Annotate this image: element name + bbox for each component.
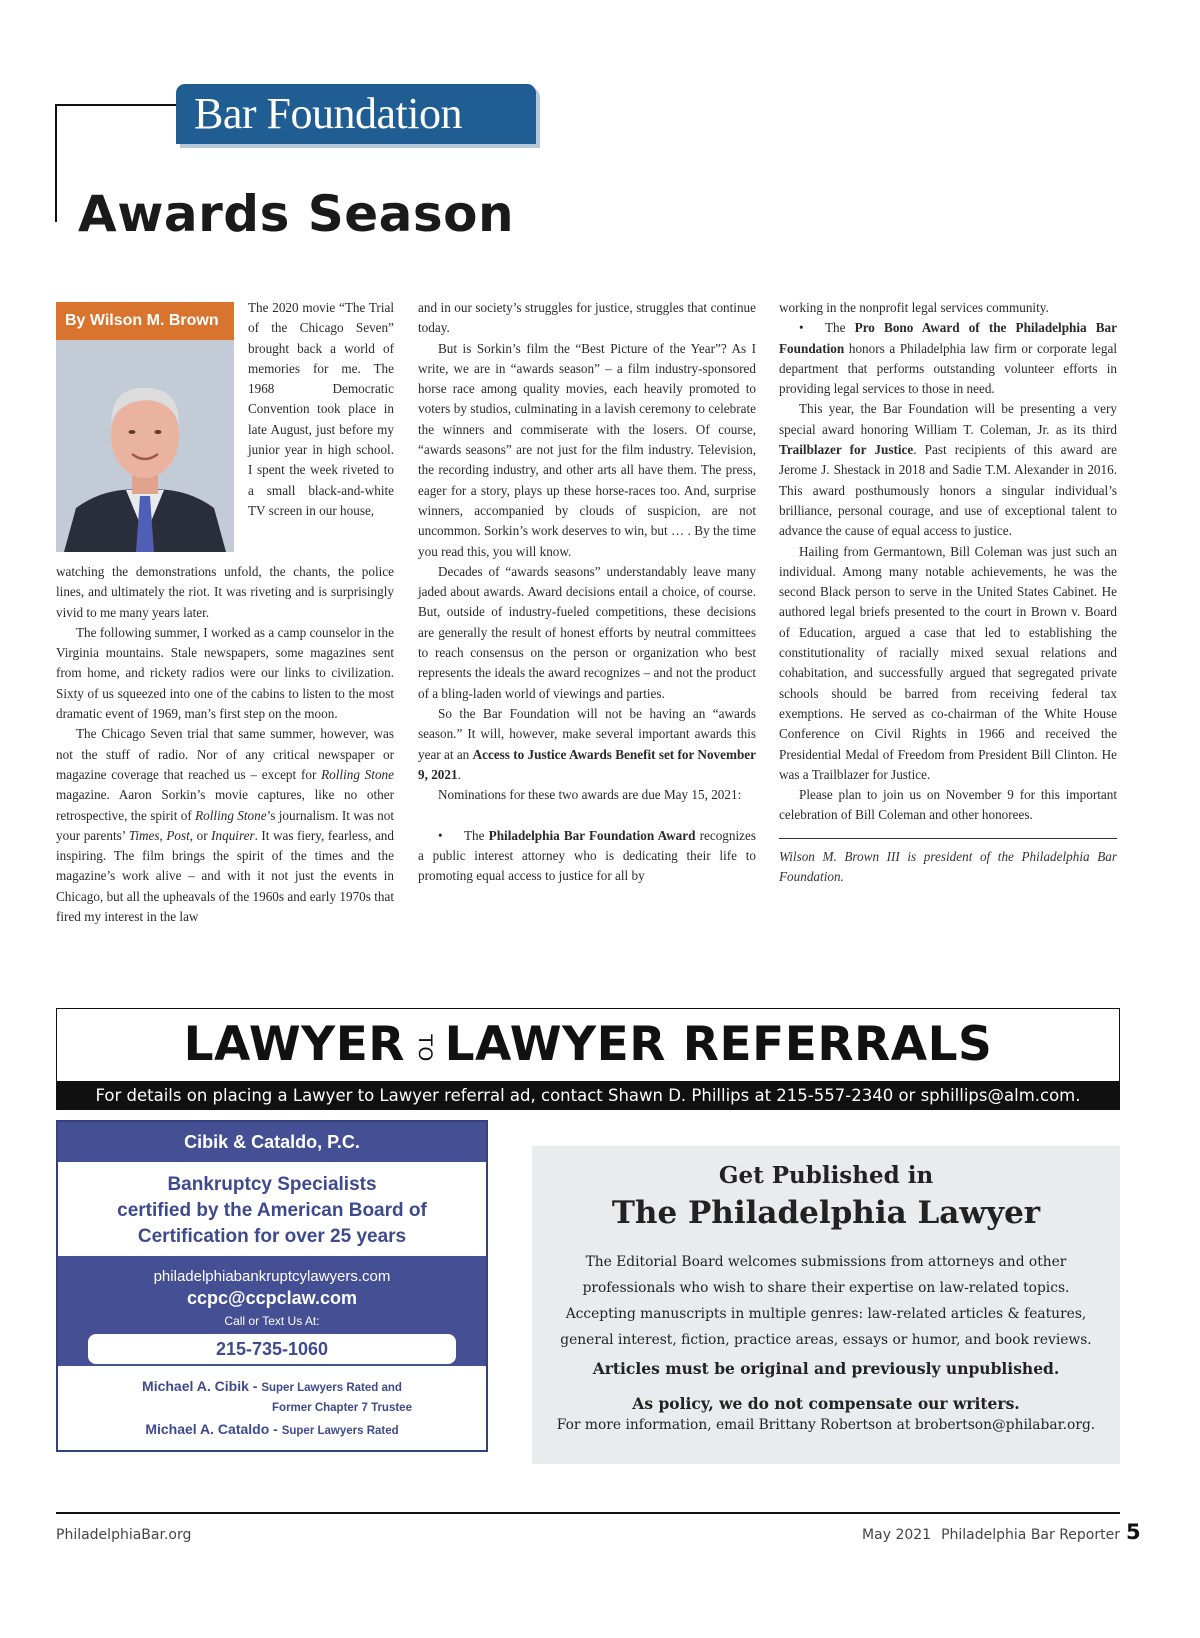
ad-title: The Philadelphia Lawyer (611, 1195, 1041, 1231)
footer-issue: May 2021 Philadelphia Bar Reporter (862, 1527, 1120, 1543)
paragraph: The following summer, I worked as a camp counselor in the Virginia mountains. Stale newspapers, some magazines sent from home, and rickety radios were our links to civilization. Sixty of us squeezed into one of the cabins to listen to the most dramatic event of 1969, man’s first step on the moon. (56, 624, 394, 722)
paragraph: working in the nonprofit legal services community. (779, 300, 1049, 315)
award-name: Pro Bono Award of the Philadelphia Bar Foundation (779, 320, 1117, 356)
referrals-title: LAWYER TO LAWYER REFERRALS (183, 1017, 993, 1072)
attorney-row: Michael A. Cibik - Super Lawyers Rated and (142, 1378, 402, 1394)
paragraph: This year, the Bar Foundation will be presenting a very special award honoring William T. Coleman, Jr. as its third Trailblazer for Justice. Past recipients of this award are Jerome J. Shestack in 2018 and Sadie T.M. Alexander in 2016. This award posthumously honors a singular individual’s brilliance, personal courage, and use of exceptional talent to advance the cause of equal access to justice. (779, 401, 1117, 539)
ad-more-info: For more information, email Brittany Robertson at brobertson@philabar.org. (556, 1417, 1096, 1433)
award-bullet: • The Pro Bono Award of the Philadelphia Bar Foundation honors a Philadelphia law firm or corporate legal department that performs outstanding volunteer efforts in providing legal services to those in need. (779, 320, 1117, 397)
corner-rule-vertical (55, 104, 57, 222)
paragraph: Nominations for these two awards are due May 15, 2021: (438, 787, 742, 803)
ad-firm-name: Cibik & Cataldo, P.C. (58, 1122, 486, 1162)
section-title: Bar Foundation (176, 84, 536, 144)
newspaper-title: Inquirer (211, 827, 255, 843)
newspaper-title: Times (128, 827, 160, 843)
magazine-title: Rolling Stone (321, 766, 394, 782)
ad-phone: 215-735-1060 (88, 1334, 456, 1364)
paragraph: Decades of “awards seasons” understandably leave many jaded about awards. Award decisions entail a choice, of course. But, outside of industry-fueled competitions, these decisions are generally the result of honest efforts by neutral committees to reach consensus on the person or organization who best represents the ideals the award recognizes – and not the product of a bling-laden world of viewings and parties. (418, 563, 756, 701)
author-bio: Wilson M. Brown III is president of the Philadelphia Bar Foundation. (779, 848, 1117, 885)
bio-divider (779, 838, 1117, 839)
bullet-icon: • (799, 320, 804, 336)
paragraph: But is Sorkin’s film the “Best Picture of the Year”? As I write, we are in “awards season” – a film industry-sponsored horse race among quality movies, each heavily promoted to voters by studios, culminating in a lavish ceremony to celebrate the winners and commiserate with the losers. Of course, “awards seasons” are not just for the film industry. Television, the recording industry, and other arts all have them. The press, eager for a story, plays up these horse-races too. And, surprise winners, accompanied by clouds of suspicion, are not uncommon. Sorkin’s work deserves to win, but … . By the time you read this, you will know. (418, 340, 756, 559)
award-name: Philadelphia Bar Foundation Award (488, 827, 696, 843)
paragraph: Hailing from Germantown, Bill Coleman was just such an individual. Among many notable achievements, he was the second Black person to serve in the United States Cabinet. He authored legal briefs presented to the court in Brown v. Board of Education, argued a case that led to establishing the constitutionality of racially mixed sexual relations and cohabitation, and successfully argued that segregated private schools should be barred from receiving federal tax exemptions. He served as co-chairman of the White House Conference on Civil Rights in 1966 and received the Presidential Medal of Freedom from President Bill Clinton. He was a Trailblazer for Justice. (779, 543, 1117, 782)
award-name: Trailblazer for Justice (779, 442, 914, 458)
ad-contact-panel (58, 1256, 486, 1366)
ad-email: ccpc@ccpclaw.com (187, 1288, 357, 1308)
referrals-to: TO (413, 1033, 436, 1062)
magazine-title: Rolling Stone (195, 807, 267, 823)
ad-kicker: Get Published in (718, 1162, 934, 1189)
bullet-icon: • (438, 827, 443, 843)
referrals-banner (56, 1008, 1120, 1110)
paragraph: So the Bar Foundation will not be having an “awards season.” It will, however, make several important awards this year at an Access to Justice Awards Benefit set for November 9, 2021. (418, 705, 757, 782)
event-name: Access to Justice Awards Benefit set for November 9, 2021 (418, 746, 757, 782)
spacer (418, 805, 756, 825)
article-column-3 (779, 298, 1117, 887)
referrals-contact: For details on placing a Lawyer to Lawyer referral ad, contact Shawn D. Phillips at 215-557-2340 or sphillips@alm.com. (57, 1081, 1119, 1110)
footer-site: PhiladelphiaBar.org (56, 1527, 192, 1543)
article-column-2 (418, 298, 756, 887)
ad-attorneys (58, 1377, 486, 1440)
author-photo (56, 340, 234, 552)
paragraph: watching the demonstrations unfold, the chants, the police lines, and ultimately the riot. It was riveting and is surprisingly vivid to me many years later. (56, 564, 394, 620)
article-column-1 (56, 562, 394, 927)
attorney-row: Michael A. Cataldo - Super Lawyers Rated (145, 1421, 399, 1437)
paragraph: and in our society’s struggles for justice, struggles that continue today. (418, 300, 756, 336)
newspaper-title: Post (166, 827, 190, 843)
ad-body: The Editorial Board welcomes submissions from attorneys and other professionals who wish to share their expertise on law-related topics. Accepting manuscripts in multiple genres: law-related articles & features, general interest, fiction, practice areas, essays or humor, and book reviews. (560, 1254, 1092, 1348)
ad-policy: As policy, we do not compensate our writers. (632, 1394, 1020, 1413)
ad-get-published (532, 1146, 1120, 1464)
page-number: 5 (1126, 1520, 1141, 1544)
attorney-row-note: Former Chapter 7 Trustee (272, 1402, 412, 1414)
article-headline: Awards Season (78, 185, 515, 243)
ad-call-label: Call or Text Us At: (224, 1314, 320, 1328)
award-bullet: • The Philadelphia Bar Foundation Award recognizes a public interest attorney who is dedicating their life to promoting equal access to justice for all by (418, 827, 756, 884)
article-column-1-top (248, 298, 394, 521)
paragraph: Please plan to join us on November 9 for this important celebration of Bill Coleman and other honorees. (779, 787, 1117, 823)
ad-requirement: Articles must be original and previously unpublished. (592, 1359, 1060, 1378)
paragraph: The 2020 movie “The Trial of the Chicago Seven” brought back a world of memories for me. The 1968 Democratic Convention took place in late August, just before my junior year in high school. I spent the week riveted to a small black-and-white TV screen in our house, (248, 300, 394, 518)
author-box (56, 302, 234, 552)
ad-specialty: Bankruptcy Specialists certified by the American Board of Certification for over 25 years (117, 1174, 427, 1247)
ad-website: philadelphiabankruptcylawyers.com (153, 1268, 391, 1285)
ad-cibik-cataldo (56, 1120, 488, 1452)
footer-rule (56, 1512, 1120, 1514)
byline: By Wilson M. Brown (56, 302, 234, 340)
corner-rule-horizontal (55, 104, 180, 106)
paragraph: The Chicago Seven trial that same summer, however, was not the stuff of radio. Nor of any critical newspaper or magazine coverage that reached us – except for Rolling Stone magazine. Aaron Sorkin’s movie captures, like no other retrospective, the spirit of Rolling Stone’s journalism. It was not your parents’ Times, Post, or Inquirer. It was fiery, fearless, and inspiring. The film brings the spirit of the times and the magazine’s work alive – and with it not just the events in Chicago, but all the upheavals of the 1960s and early 1970s that fired my interest in the law (56, 726, 394, 925)
